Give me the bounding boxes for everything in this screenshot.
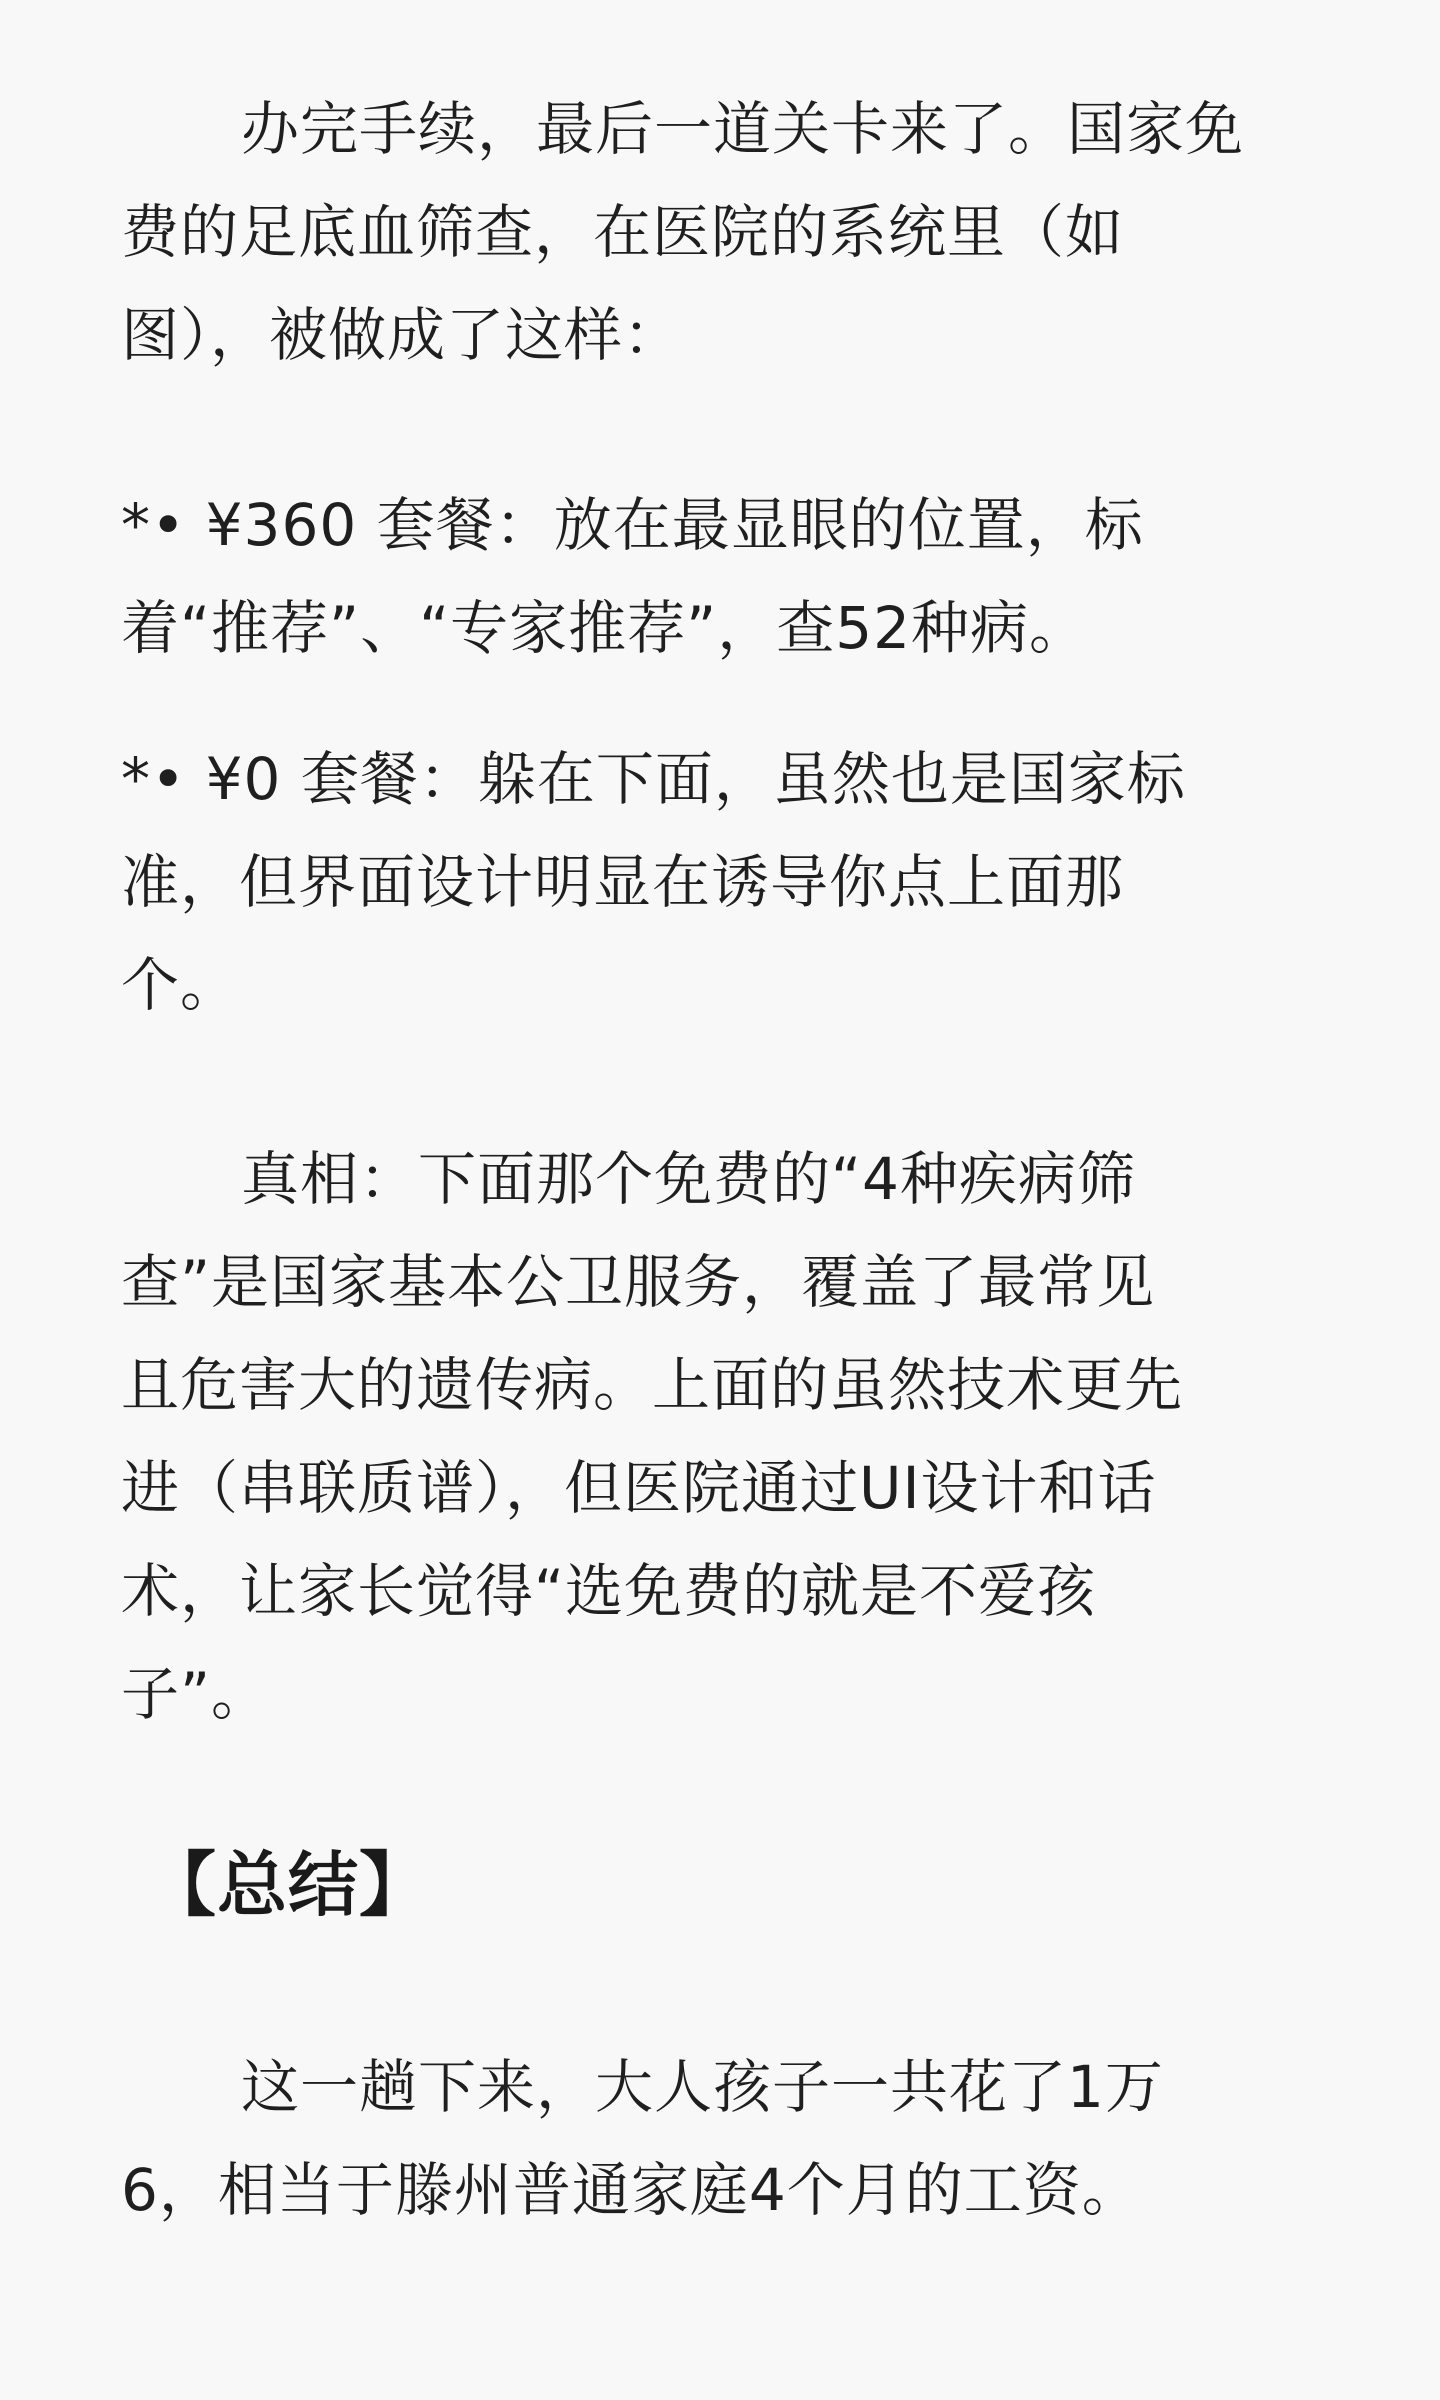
bullet-paid-package — [121, 474, 1321, 680]
text-line: 真相：下面那个免费的“4种疾病筛 — [241, 1145, 1136, 1213]
text-line: 6，相当于滕州普通家庭4个月的工资。 — [121, 2156, 1141, 2224]
text-line: 图），被做成了这样： — [121, 301, 683, 369]
section-heading: 【总结】 — [146, 1844, 430, 1926]
text-line: 个。 — [121, 951, 240, 1019]
text-line: 准，但界面设计明显在诱导你点上面那 — [121, 848, 1125, 916]
text-line: 这一趟下来，大人孩子一共花了1万 — [241, 2053, 1164, 2121]
text-line: 办完手续，最后一道关卡来了。国家免 — [241, 95, 1245, 163]
paragraph-truth — [121, 1128, 1321, 1746]
text-line: *• ¥360 套餐：放在最显眼的位置，标 — [121, 491, 1144, 559]
paragraph-process — [121, 78, 1321, 387]
text-line: 子”。 — [121, 1660, 271, 1728]
paragraph-summary — [121, 2036, 1321, 2242]
bullet-free-package — [121, 728, 1321, 1037]
text-line: *• ¥0 套餐：躲在下面，虽然也是国家标 — [121, 745, 1186, 813]
text-line: 着“推荐”、“专家推荐”，查52种病。 — [121, 594, 1088, 662]
text-line: 进（串联质谱），但医院通过UI设计和话 — [121, 1454, 1157, 1522]
text-line: 查”是国家基本公卫服务，覆盖了最常见 — [121, 1248, 1156, 1316]
text-line: 术，让家长觉得“选免费的就是不爱孩 — [121, 1557, 1097, 1625]
text-line: 费的足底血筛查，在医院的系统里（如 — [121, 198, 1125, 266]
text-line: 且危害大的遗传病。上面的虽然技术更先 — [121, 1351, 1184, 1419]
